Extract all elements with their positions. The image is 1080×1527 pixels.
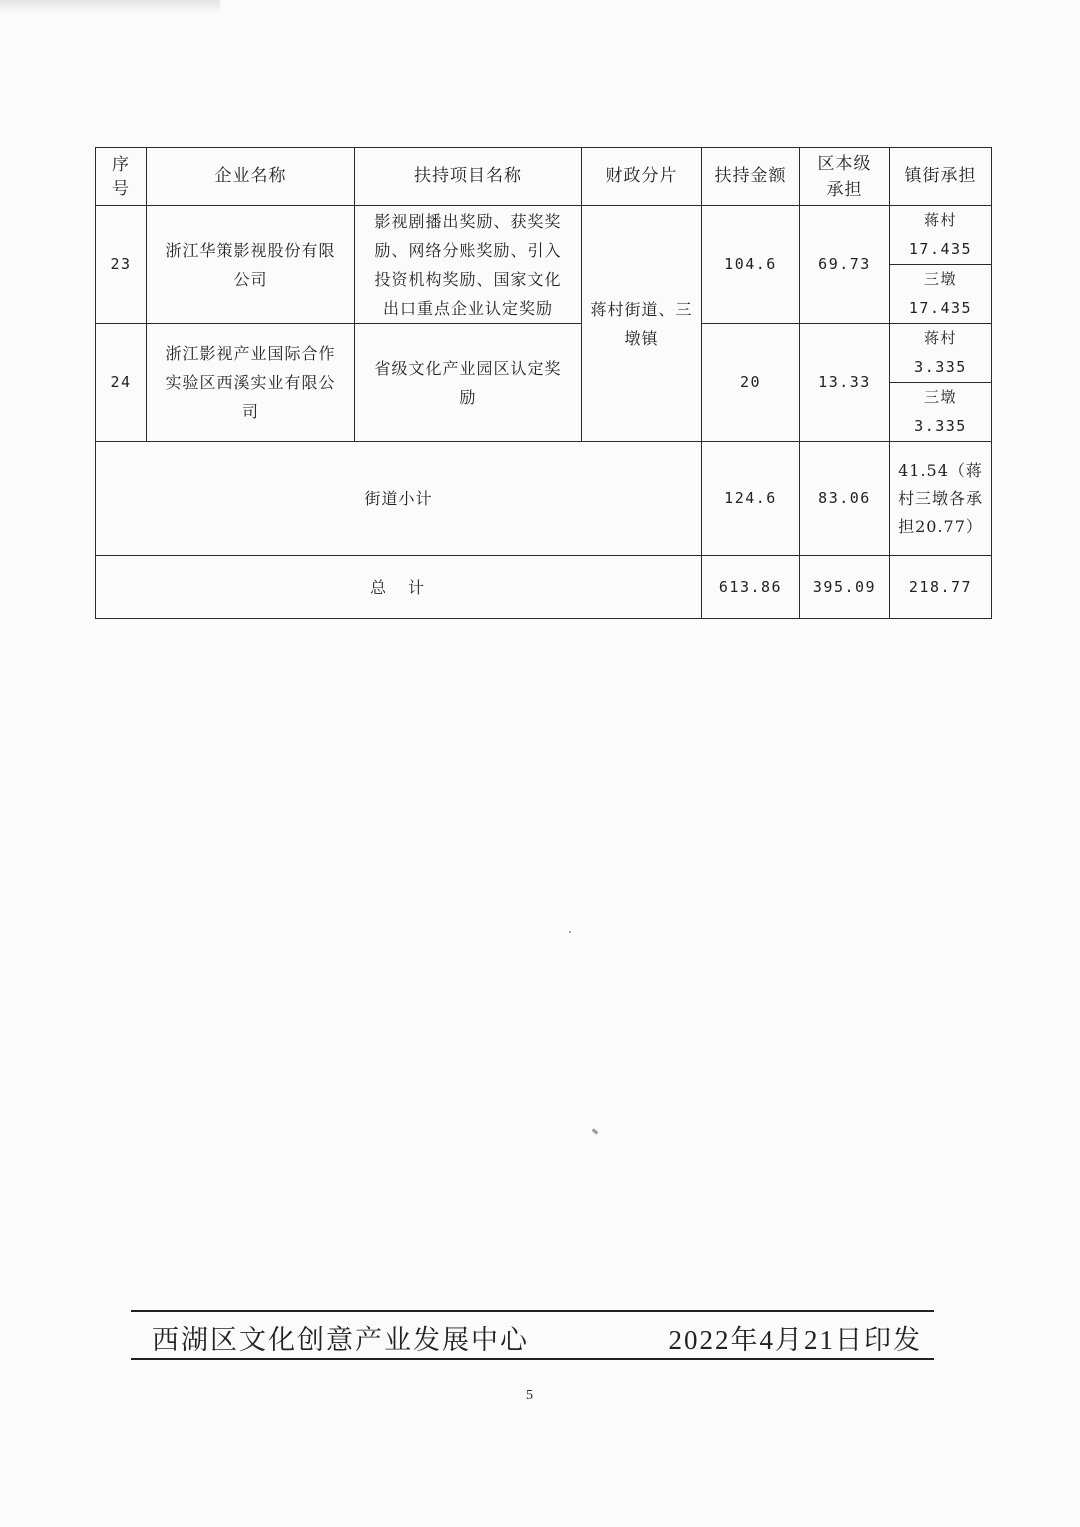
header-finance: 财政分片 — [582, 148, 702, 206]
total-label: 总 计 — [96, 556, 702, 619]
header-project: 扶持项目名称 — [355, 148, 582, 206]
total-town: 218.77 — [890, 556, 992, 619]
row-town-sandun: 三墩 17.435 — [890, 265, 992, 324]
header-town: 镇街承担 — [890, 148, 992, 206]
row-project: 影视剧播出奖励、获奖奖励、网络分账奖励、引入投资机构奖励、国家文化出口重点企业认定奖励 — [355, 206, 582, 324]
subtotal-amount: 124.6 — [702, 442, 800, 556]
header-district: 区本级 承担 — [800, 148, 890, 206]
table-row — [96, 324, 992, 383]
table-row — [96, 206, 992, 265]
subtotal-district: 83.06 — [800, 442, 890, 556]
header-seq: 序 号 — [96, 148, 147, 206]
scan-corner-shadow — [0, 0, 220, 14]
row-company: 浙江华策影视股份有限公司 — [147, 206, 355, 324]
row-town-jiangcun: 蒋村 17.435 — [890, 206, 992, 265]
subtotal-row — [96, 442, 992, 556]
row-district: 13.33 — [800, 324, 890, 442]
header-amount: 扶持金额 — [702, 148, 800, 206]
scan-speck — [569, 931, 571, 933]
total-row — [96, 556, 992, 619]
footer-rule-top — [131, 1310, 934, 1312]
row-amount: 104.6 — [702, 206, 800, 324]
row-project: 省级文化产业园区认定奖励 — [355, 324, 582, 442]
subsidy-table — [95, 147, 992, 619]
row-town-jiangcun: 蒋村 3.335 — [890, 324, 992, 383]
row-seq: 23 — [96, 206, 147, 324]
row-amount: 20 — [702, 324, 800, 442]
row-town-sandun: 三墩 3.335 — [890, 383, 992, 442]
subtotal-town: 41.54（蒋村三墩各承担20.77） — [890, 442, 992, 556]
scan-speck — [592, 1128, 599, 1134]
row-district: 69.73 — [800, 206, 890, 324]
page-number: 5 — [526, 1388, 533, 1403]
row-seq: 24 — [96, 324, 147, 442]
subtotal-label: 街道小计 — [96, 442, 702, 556]
finance-shared: 蒋村街道、三墩镇 — [582, 206, 702, 442]
footer-issue-date: 2022年4月21日印发 — [668, 1325, 922, 1355]
total-amount: 613.86 — [702, 556, 800, 619]
header-company: 企业名称 — [147, 148, 355, 206]
footer-rule-bottom — [131, 1358, 934, 1360]
table-header-row — [96, 148, 992, 206]
row-company: 浙江影视产业国际合作实验区西溪实业有限公司 — [147, 324, 355, 442]
footer-issuing-org: 西湖区文化创意产业发展中心 — [152, 1325, 529, 1356]
total-district: 395.09 — [800, 556, 890, 619]
